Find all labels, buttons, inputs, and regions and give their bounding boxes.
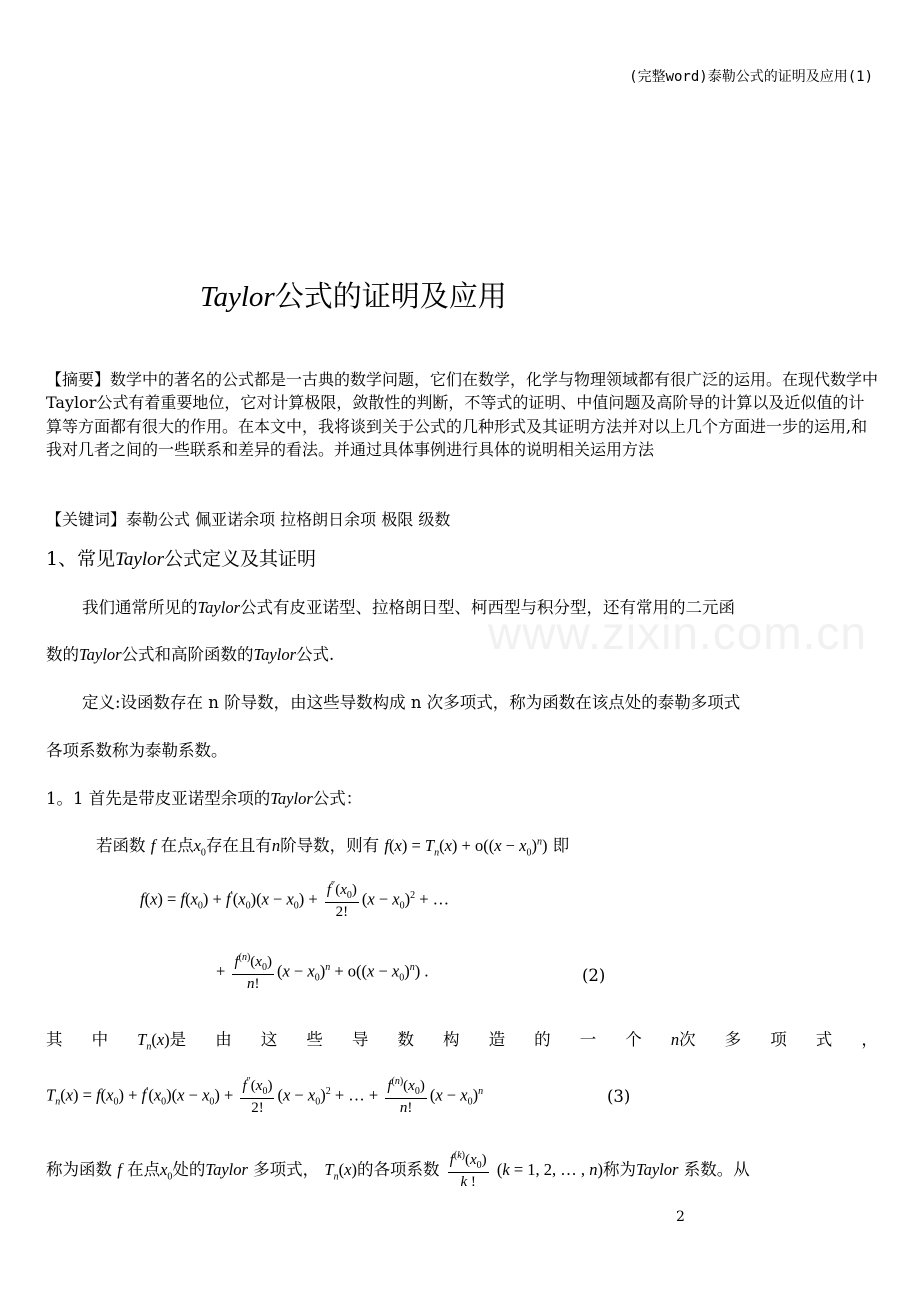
page-header: (完整word)泰勒公式的证明及应用(1) bbox=[629, 69, 873, 85]
paragraph-1-line-2: 数的Taylor公式和高阶函数的Taylor公式. bbox=[46, 645, 335, 664]
where-line-word: n次 bbox=[670, 1030, 696, 1049]
where-line bbox=[46, 1026, 878, 1052]
where-line-word: ， bbox=[861, 1030, 878, 1049]
abstract: 【摘要】数学中的著名的公式都是一古典的数学问题，它们在数学，化学与物理领域都有很广泛的运用。在现代数学中Taylor公式有着重要地位，它对计算极限，敛散性的判断，不等式的证明、中值问题及高阶导的计算以及近似值的计算等方面都有很大的作用。在本文中，我将谈到关于公式的几种形式及其证明方法并对以上几个方面进一步的运用,和我对几者之间的一些联系和差异的看法。并通过具体事例进行具体的说明相关运用方法 bbox=[46, 370, 879, 460]
title-taylor: Taylor bbox=[200, 281, 275, 313]
title-rest: 公式的证明及应用 bbox=[274, 279, 507, 313]
where-line-word: 一 bbox=[579, 1030, 597, 1049]
where-line-word: $T_n(x)$是 bbox=[137, 1030, 187, 1053]
keywords: 【关键词】泰勒公式 佩亚诺余项 拉格朗日余项 极限 级数 bbox=[46, 510, 451, 529]
where-line-word: 这 bbox=[260, 1030, 278, 1049]
taylor-polynomial-definition: $T_n(x) = f(x_0) + f'(x_0)(x - x_0)$ + $\frac{f''(x_0)}{2!}$ $(x - x_0)^2$ + … + $\frac{f^{(n)}(x_0)}{n!}$ $(x - x_0)^n$ bbox=[46, 1076, 484, 1116]
definition-line-2: 各项系数称为泰勒系数。 bbox=[46, 741, 228, 760]
where-line-word: 项 bbox=[770, 1030, 787, 1049]
definition-line-1: 定义:设函数存在 n 阶导数，由这些导数构成 n 次多项式，称为函数在该点处的泰勒多项式 bbox=[82, 693, 741, 712]
peano-formula: $f(x) = T_n(x) + o((x - x_0)^n)$ bbox=[384, 836, 548, 859]
equation-label-2: (2) bbox=[582, 966, 606, 985]
where-line-word: 造 bbox=[488, 1030, 506, 1049]
where-line-word: 的 bbox=[534, 1030, 551, 1049]
page-number: 2 bbox=[676, 1209, 685, 1225]
where-line-word: 由 bbox=[215, 1030, 232, 1049]
taylor-expansion-line-1: $f(x) = f(x_0) + f'(x_0)(x - x_0)$ + $\frac{f''(x_0)}{2!}$ $(x - x_0)^2$ + … bbox=[140, 880, 450, 920]
where-line-word: 其 bbox=[46, 1030, 63, 1049]
paragraph-1-line-1: 我们通常所见的Taylor公式有皮亚诺型、拉格朗日型、柯西型与积分型，还有常用的二元函 bbox=[82, 598, 735, 617]
where-line-word: 数 bbox=[397, 1030, 414, 1049]
where-line-word: 个 bbox=[625, 1030, 642, 1049]
subsection-heading: 1。1 首先是带皮亚诺型余项的Taylor公式： bbox=[46, 789, 363, 808]
where-line-word: 导 bbox=[351, 1030, 369, 1049]
where-line-word: 些 bbox=[306, 1030, 323, 1049]
watermark: www.zixin.com.cn bbox=[488, 607, 867, 659]
closing-line: 称为函数 f 在点$x_0$处的Taylor 多项式， $T_n(x)$的各项系数 $\frac{f^{(k)}(x_0)}{k !}$ (k = 1, 2, … , n)称为Taylor 系数。从 bbox=[46, 1150, 750, 1190]
where-line-word: 式 bbox=[815, 1030, 833, 1049]
where-line-word: 多 bbox=[724, 1030, 742, 1049]
equation-label-3: (3) bbox=[607, 1087, 631, 1106]
where-line-word: 构 bbox=[443, 1030, 460, 1049]
theorem-statement: 若函数 f 在点$x_0$存在且有n阶导数，则有 $f(x) = T_n(x) + o((x - x_0)^n)$ 即 bbox=[96, 836, 570, 859]
document-title bbox=[200, 274, 507, 315]
taylor-expansion-line-2: + $\frac{f^{(n)}(x_0)}{n!}$ $(x - x_0)^n + o((x - x_0)^n)$ . bbox=[216, 952, 429, 992]
where-line-word: 中 bbox=[91, 1030, 109, 1049]
section-heading: 1、常见Taylor公式定义及其证明 bbox=[46, 548, 317, 570]
